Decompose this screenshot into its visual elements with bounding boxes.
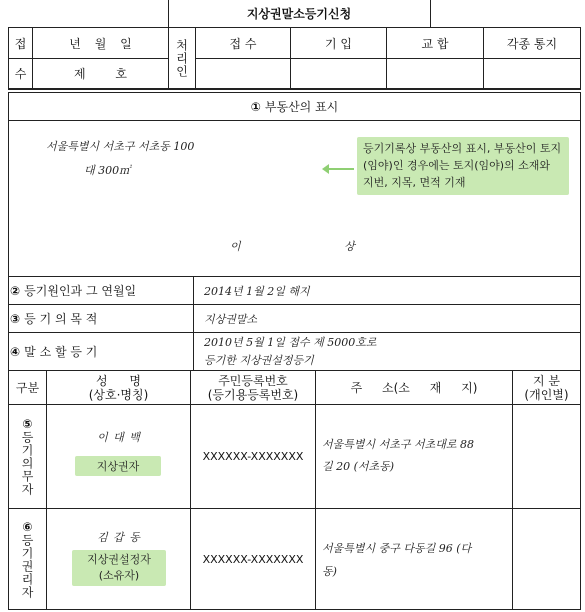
cancel-label: 말 소 할 등 기 — [24, 345, 98, 359]
receipt-col-2: 기 입 — [325, 36, 352, 51]
obligee-role-line1: 지상권설정자 — [87, 553, 151, 566]
purpose-label: 등 기 의 목 적 — [24, 312, 98, 326]
property-address: 서울특별시 서초구 서초동 100 — [46, 140, 195, 153]
cause-label: 등기원인과 그 연월일 — [24, 284, 137, 298]
obligee-role-line2: (소유자) — [98, 569, 140, 582]
col-id — [191, 371, 315, 404]
receipt-col-4: 각종 통지 — [506, 36, 558, 51]
property-header-label: 부동산의 표시 — [264, 100, 339, 114]
obligor-kind — [9, 405, 46, 508]
cause-label-cell — [10, 277, 192, 304]
property-footer: 이 상 — [230, 240, 355, 253]
obligor-address-line2: 길 20 (서초동) — [322, 460, 395, 473]
property-header — [9, 93, 580, 120]
receipt-date: 년 월 일 — [69, 36, 132, 51]
obligee-kind — [9, 509, 46, 609]
property-note: 등기기록상 부동산의 표시, 부동산이 토지(임야)인 경우에는 토지(임야)의 소재와 지번, 지목, 면적 기재 — [357, 137, 569, 195]
purpose-label-cell — [10, 305, 192, 332]
obligee-address-line1: 서울특별시 중구 다동길 96 (다 — [322, 542, 472, 555]
receipt-col-3: 교 합 — [421, 36, 449, 51]
obligee-name: 김 갑 동 — [97, 531, 140, 544]
obligor-label: 등기의무자 — [20, 431, 34, 496]
section-number-5: ⑤ — [22, 417, 33, 431]
receipt-number: 제 호 — [74, 67, 127, 81]
handler-label: 처리인 — [174, 38, 189, 78]
section-number-3: ③ — [10, 311, 21, 326]
obligee-role — [72, 550, 166, 586]
section-number-1: ① — [250, 99, 261, 114]
col-share-sub: (개인별) — [524, 387, 569, 402]
obligor-id: XXXXXX-XXXXXXX — [202, 450, 304, 463]
note-arrow-head — [322, 164, 329, 174]
col-name — [47, 371, 190, 404]
col-name-label: 성 명 — [96, 373, 141, 388]
col-name-sub: (상호·명칭) — [88, 387, 149, 402]
property-area: 대 300㎡ — [84, 164, 131, 177]
cancel-value-line1: 2010년 5월 1일 접수 제 5000호로 — [204, 336, 377, 349]
col-share-label: 지 분 — [533, 373, 560, 388]
receipt-col-1: 접 수 — [229, 36, 257, 51]
obligor-name: 이 대 백 — [97, 431, 140, 444]
col-share — [513, 371, 580, 404]
purpose-value: 지상권말소 — [204, 312, 258, 326]
col-kind: 구분 — [15, 381, 40, 395]
col-id-label: 주민등록번호 — [218, 373, 288, 388]
cause-value: 2014년 1월 2일 해지 — [204, 284, 310, 298]
cancel-value-line2: 등기한 지상권설정등기 — [204, 354, 314, 367]
obligor-address-line1: 서울특별시 서초구 서초대로 88 — [322, 438, 474, 451]
obligee-address-line2: 동) — [322, 565, 337, 578]
obligee-label: 등기권리자 — [20, 533, 34, 599]
obligor-role: 지상권자 — [75, 456, 161, 476]
receipt-label-top: 접 — [14, 36, 27, 51]
section-number-4: ④ — [10, 344, 21, 359]
obligee-id: XXXXXX-XXXXXXX — [202, 552, 304, 566]
cancel-label-cell — [10, 333, 192, 370]
form-title: 지상권말소등기신청 — [246, 6, 352, 21]
col-id-sub: (등기용등록번호) — [207, 387, 299, 402]
section-number-6: ⑥ — [22, 519, 33, 534]
section-number-2: ② — [10, 283, 21, 298]
receipt-label-bottom: 수 — [14, 67, 27, 81]
note-arrow — [326, 168, 354, 170]
col-address: 주 소(소 재 지) — [350, 381, 478, 395]
